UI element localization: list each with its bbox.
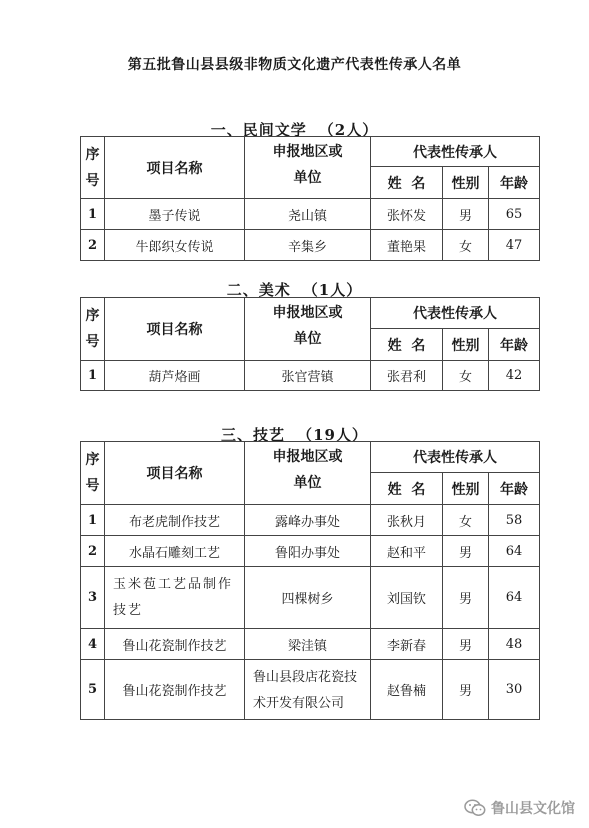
- cell-age: 65: [489, 199, 540, 230]
- cell-gender: 女: [443, 361, 489, 391]
- cell-project: 水晶石雕刻工艺: [105, 536, 245, 567]
- cell-gender: 男: [443, 199, 489, 230]
- table-fine-arts: [80, 297, 540, 391]
- cell-seq: 1: [81, 199, 105, 230]
- cell-name: 刘国钦: [371, 567, 443, 629]
- cell-seq: 2: [81, 536, 105, 567]
- header-project: 项目名称: [105, 298, 245, 361]
- table-row: [81, 660, 540, 720]
- section-name: 三、技艺: [221, 426, 286, 444]
- cell-gender: 男: [443, 536, 489, 567]
- section-count: （2人）: [318, 121, 379, 139]
- header-age: 年龄: [489, 473, 540, 505]
- cell-project: 牛郎织女传说: [105, 230, 245, 261]
- section-count: （19人）: [297, 426, 368, 444]
- header-name: 姓 名: [371, 329, 443, 361]
- cell-gender: 男: [443, 660, 489, 720]
- cell-region: 鲁阳办事处: [245, 536, 371, 567]
- cell-region: 露峰办事处: [245, 505, 371, 536]
- header-seq: 序 号: [81, 442, 105, 505]
- cell-seq: 5: [81, 660, 105, 720]
- cell-name: 张秋月: [371, 505, 443, 536]
- cell-age: 42: [489, 361, 540, 391]
- header-name: 姓 名: [371, 167, 443, 199]
- header-project: 项目名称: [105, 137, 245, 199]
- header-region: 申报地区或 单位: [245, 442, 371, 505]
- table-row: [81, 361, 540, 391]
- header-project: 项目名称: [105, 442, 245, 505]
- header-age: 年龄: [489, 167, 540, 199]
- cell-region: 四棵树乡: [245, 567, 371, 629]
- cell-seq: 1: [81, 361, 105, 391]
- cell-region: 鲁山县段店花瓷技术开发有限公司: [245, 660, 371, 720]
- cell-name: 赵和平: [371, 536, 443, 567]
- section-name: 二、美术: [226, 281, 291, 299]
- cell-age: 64: [489, 567, 540, 629]
- cell-age: 64: [489, 536, 540, 567]
- cell-seq: 2: [81, 230, 105, 261]
- cell-seq: 4: [81, 629, 105, 660]
- header-gender: 性别: [443, 329, 489, 361]
- header-inheritor: 代表性传承人: [371, 442, 540, 473]
- document-title: 第五批鲁山县县级非物质文化遗产代表性传承人名单: [127, 57, 462, 73]
- cell-age: 48: [489, 629, 540, 660]
- cell-name: 赵鲁楠: [371, 660, 443, 720]
- section-count: （1人）: [302, 281, 363, 299]
- header-age: 年龄: [489, 329, 540, 361]
- cell-project: 葫芦烙画: [105, 361, 245, 391]
- cell-project: 布老虎制作技艺: [105, 505, 245, 536]
- cell-seq: 3: [81, 567, 105, 629]
- header-seq: 序 号: [81, 298, 105, 361]
- header-seq: 序 号: [81, 137, 105, 199]
- cell-project: 鲁山花瓷制作技艺: [105, 660, 245, 720]
- wechat-icon: [464, 799, 486, 817]
- table-row: [81, 567, 540, 629]
- cell-project: 鲁山花瓷制作技艺: [105, 629, 245, 660]
- table-row: [81, 230, 540, 261]
- cell-age: 47: [489, 230, 540, 261]
- table-row: [81, 629, 540, 660]
- table-folk-literature: [80, 136, 540, 261]
- cell-age: 30: [489, 660, 540, 720]
- header-gender: 性别: [443, 473, 489, 505]
- cell-name: 张君利: [371, 361, 443, 391]
- header-region: 申报地区或 单位: [245, 298, 371, 361]
- header-gender: 性别: [443, 167, 489, 199]
- watermark: [464, 798, 575, 818]
- header-inheritor: 代表性传承人: [371, 298, 540, 329]
- cell-project: 玉米苞工艺品制作技艺: [105, 567, 245, 629]
- header-region: 申报地区或 单位: [245, 137, 371, 199]
- cell-name: 李新春: [371, 629, 443, 660]
- cell-region: 尧山镇: [245, 199, 371, 230]
- section-name: 一、民间文学: [210, 121, 307, 139]
- cell-name: 董艳果: [371, 230, 443, 261]
- cell-gender: 男: [443, 567, 489, 629]
- cell-seq: 1: [81, 505, 105, 536]
- cell-region: 辛集乡: [245, 230, 371, 261]
- header-inheritor: 代表性传承人: [371, 137, 540, 167]
- table-crafts: [80, 441, 540, 720]
- cell-name: 张怀发: [371, 199, 443, 230]
- table-row: [81, 199, 540, 230]
- watermark-text: 鲁山县文化馆: [491, 801, 575, 817]
- cell-region: 梁洼镇: [245, 629, 371, 660]
- table-row: [81, 536, 540, 567]
- cell-gender: 女: [443, 505, 489, 536]
- cell-project: 墨子传说: [105, 199, 245, 230]
- cell-region: 张官营镇: [245, 361, 371, 391]
- table-row: [81, 505, 540, 536]
- cell-gender: 男: [443, 629, 489, 660]
- cell-gender: 女: [443, 230, 489, 261]
- header-name: 姓 名: [371, 473, 443, 505]
- cell-age: 58: [489, 505, 540, 536]
